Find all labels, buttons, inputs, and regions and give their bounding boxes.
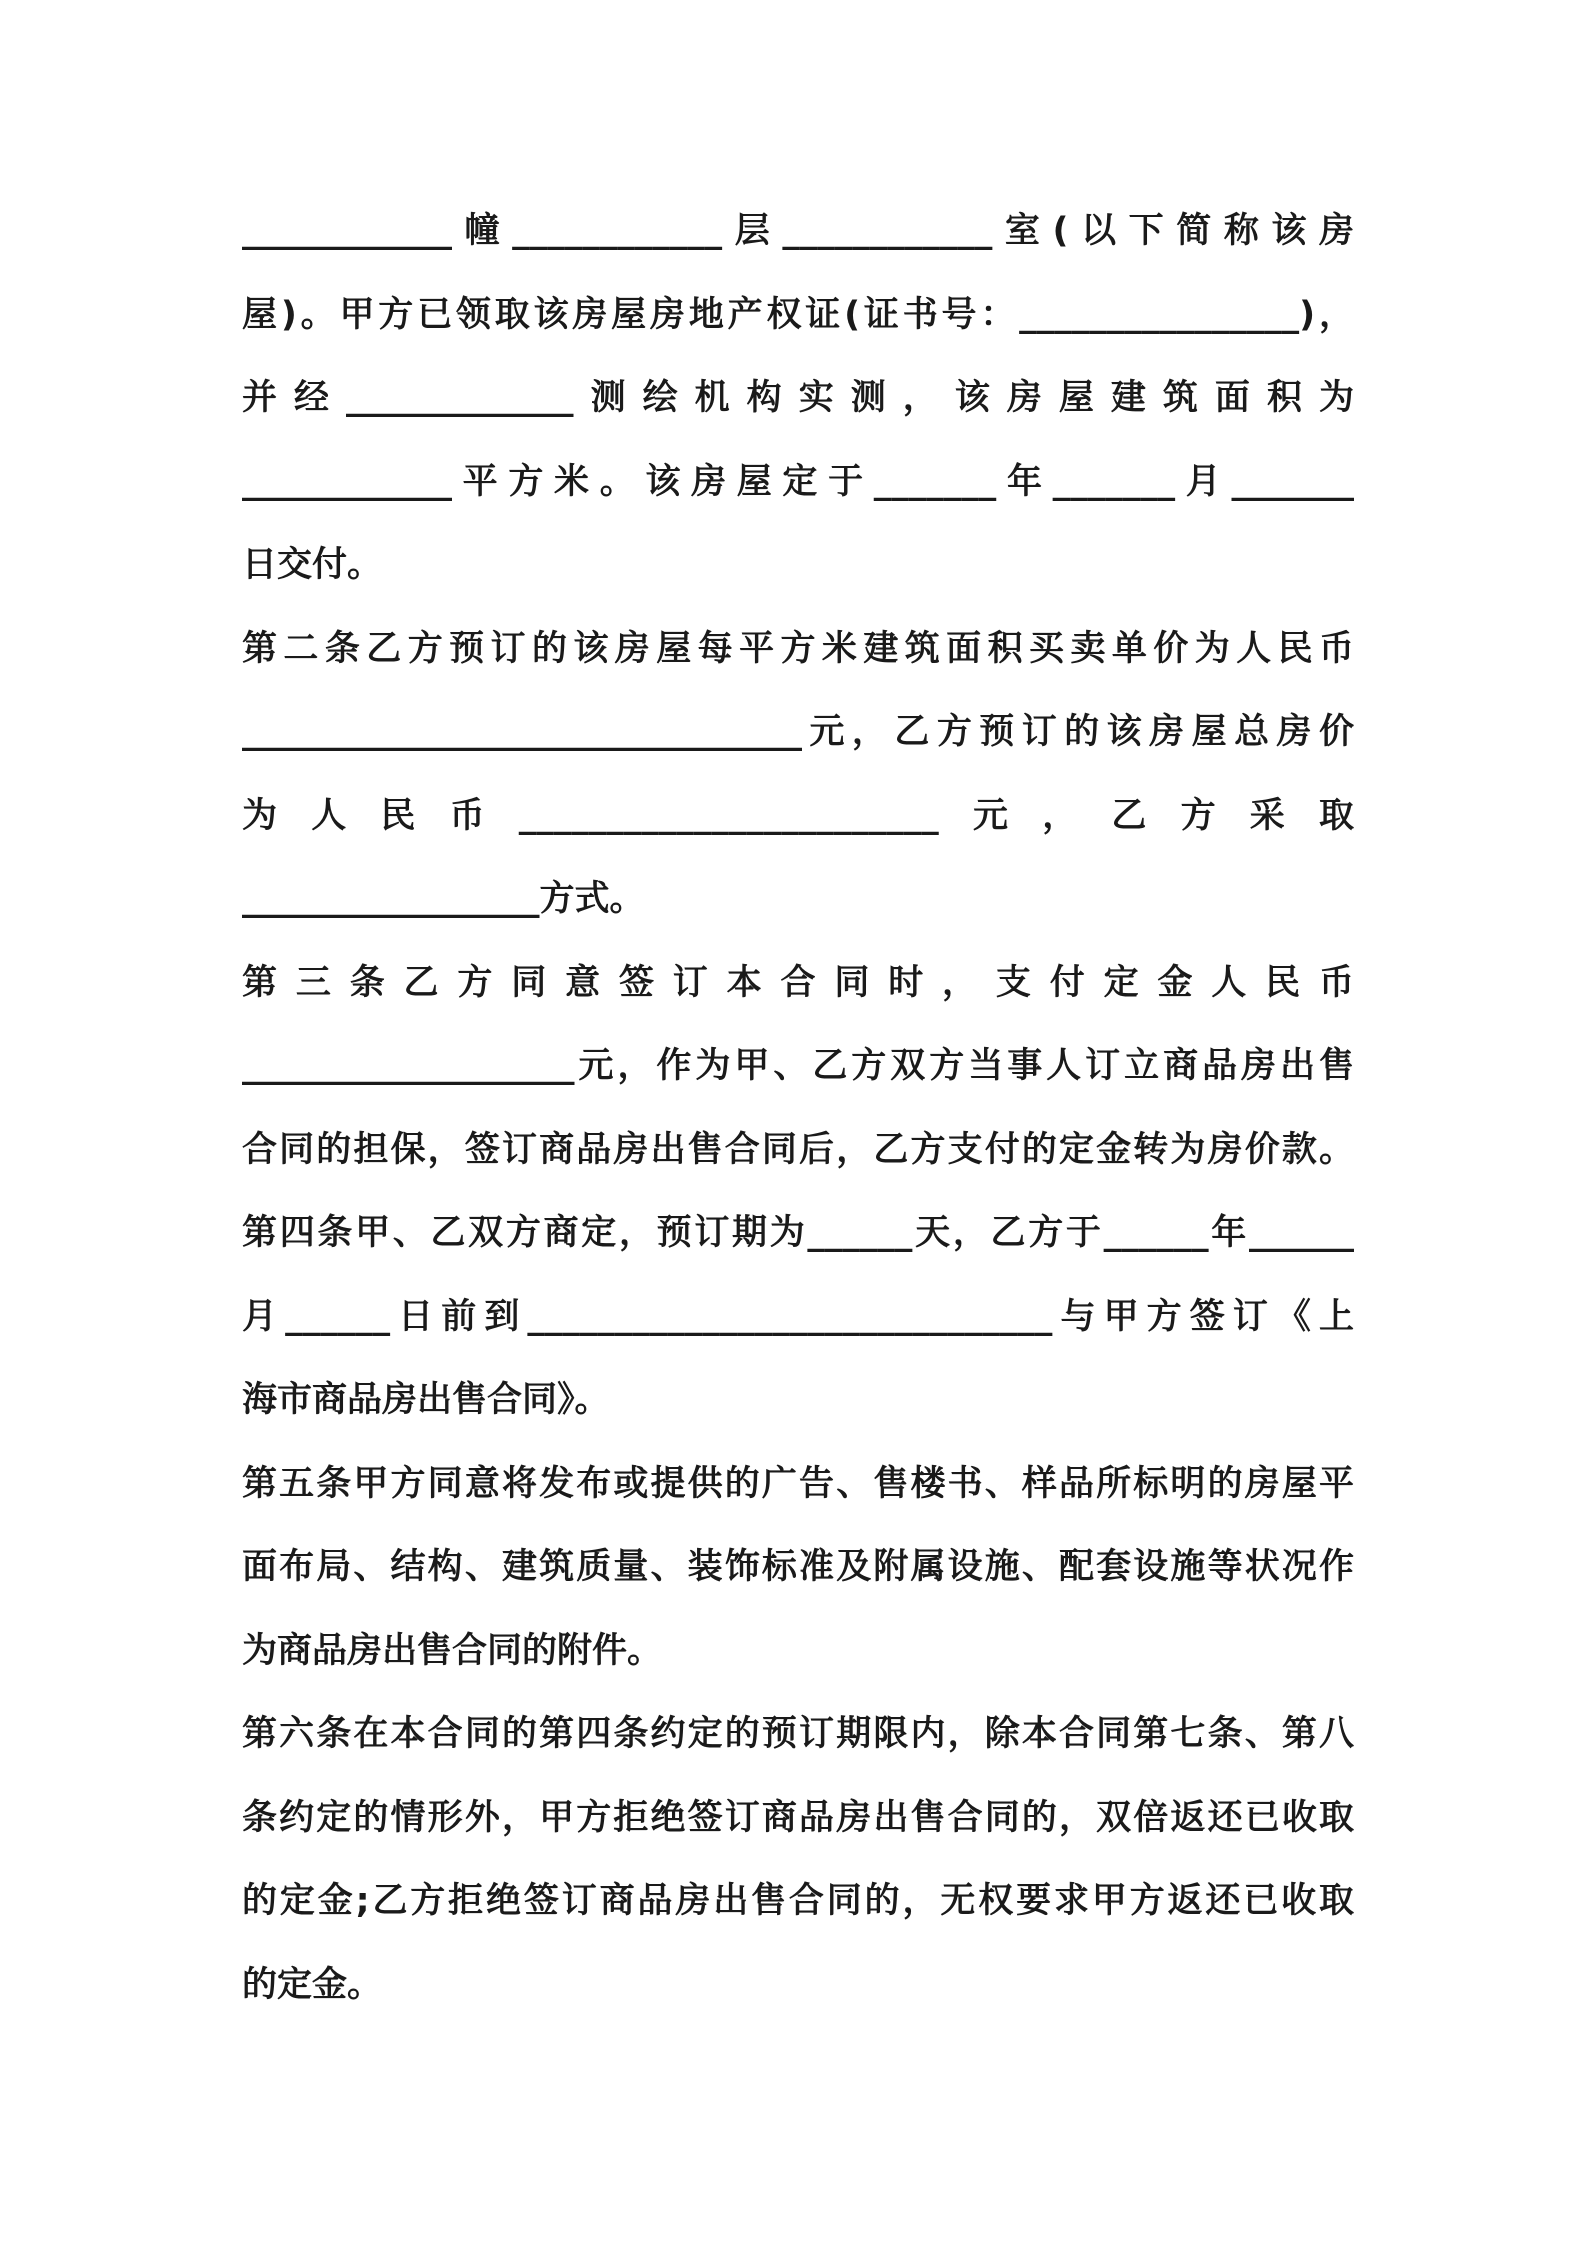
text-line: ____________幢____________层____________室(以下简称该房	[242, 211, 1354, 251]
text-line: ___________________元，作为甲、乙方双方当事人订立商品房出售	[242, 1046, 1354, 1086]
text-line: 屋)。甲方已领取该房屋房地产权证(证书号：________________)，	[242, 294, 1354, 335]
article-5-line: 第五条甲方同意将发布或提供的广告、售楼书、样品所标明的房屋平	[242, 1463, 1354, 1504]
text-line: 为人民币________________________元，乙方采取	[242, 795, 1354, 836]
text-line: 条约定的情形外，甲方拒绝签订商品房出售合同的，双倍返还已收取	[242, 1797, 1354, 1838]
text-line: _________________方式。	[242, 879, 645, 919]
article-6-line: 第六条在本合同的第四条约定的预订期限内，除本合同第七条、第八	[242, 1714, 1354, 1754]
article-2-line: 第二条乙方预订的该房屋每平方米建筑面积买卖单价为人民币	[242, 628, 1354, 669]
text-line: 的定金。	[242, 1964, 383, 2005]
text-line: 为商品房出售合同的附件。	[242, 1630, 663, 1671]
text-line: 合同的担保，签订商品房出售合同后，乙方支付的定金转为房价款。	[242, 1129, 1354, 1170]
text-line: ________________________________元，乙方预订的该房屋总房价	[242, 712, 1354, 752]
contract-body	[242, 190, 1354, 2027]
text-line: 日交付。	[242, 545, 383, 585]
text-line: 面布局、结构、建筑质量、装饰标准及附属设施、配套设施等状况作	[242, 1547, 1354, 1587]
text-line: ____________平方米。该房屋定于_______年_______月_______	[242, 461, 1354, 502]
text-line: 月______日前到______________________________与甲方签订《上	[242, 1296, 1354, 1337]
text-line: 海市商品房出售合同》。	[242, 1380, 610, 1420]
text-line: 并经_____________测绘机构实测，该房屋建筑面积为	[242, 378, 1354, 418]
text-line: 的定金;乙方拒绝签订商品房出售合同的，无权要求甲方返还已收取	[242, 1881, 1354, 1921]
article-4-line: 第四条甲、乙双方商定，预订期为______天，乙方于______年______	[242, 1213, 1354, 1253]
article-3-line: 第三条乙方同意签订本合同时，支付定金人民币	[242, 962, 1354, 1003]
